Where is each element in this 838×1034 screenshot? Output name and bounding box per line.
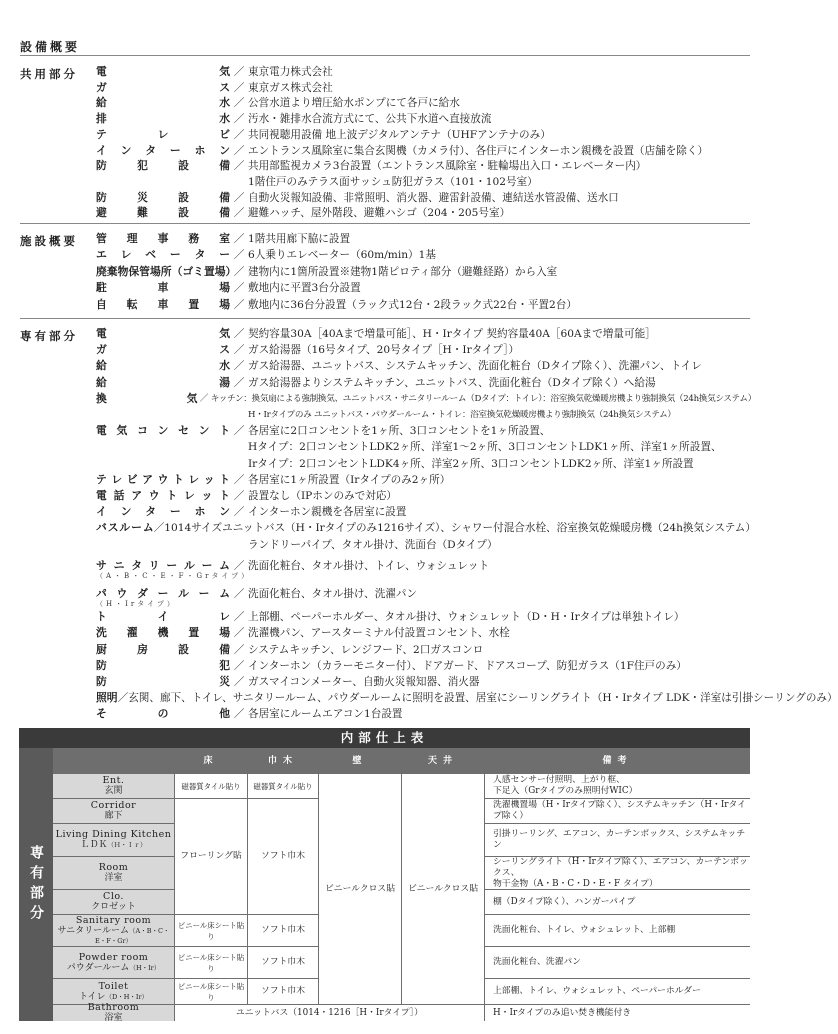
spec-sublabel: （A・B・C・E・F・Grタイプ） [96,571,252,580]
spec-label: テ レ ビ [96,127,230,141]
spec-label: 自 転 車 置 場 [96,297,230,311]
spec-row [96,625,756,641]
floor-cell: ユニットバス（1014・1216［H・Irタイプ］） [175,1005,484,1021]
spec-label: 照 明 [96,691,118,705]
spec-label: 換 気 [96,391,198,405]
spec-value: 洗面化粧台、タオル掛け、洗濯パン [248,588,418,600]
separator: ／ [233,233,245,245]
separator: ／ [233,113,245,126]
floor-cell: ビニール床シート貼り [175,915,247,946]
room-name-ja-text: 廊下 [104,811,123,821]
separator: ／ [233,282,245,295]
spec-label: パ ウ ダ ー ル ー ム [96,587,230,600]
spec-label: 避 難 設 備 [96,206,230,220]
spec-row [96,504,756,520]
separator: ／ [233,376,245,389]
spec-value: 東京ガス株式会社 [248,81,333,94]
page-title: 設備概要 [20,40,81,54]
separator: ／ [233,559,245,572]
spec-label: 防 災 [96,675,230,688]
room-label [53,947,174,978]
spec-label: 防 犯 設 備 [96,159,230,173]
spec-row [96,375,756,391]
separator: ／ [233,611,245,624]
note-cell [485,979,750,1004]
note-cell [485,774,750,798]
floor-cell: ビニール床シート貼り [175,947,247,978]
room-name-sub: （D・H・Ir） [105,992,149,1001]
separator: ／ [233,144,245,157]
room-label [53,1002,174,1023]
section-label-facility: 施設概要 [20,234,78,248]
spec-value: 洗面化粧台、タオル掛け、トイレ、ウォシュレット [248,559,490,572]
spec-value: 1階住戸のみテラス面サッシュ防犯ガラス（101・102号室） [248,175,538,188]
spec-label: 電 気 [96,65,230,78]
separator: ／ [233,490,245,502]
separator: ／ [233,160,245,173]
note-text: 洗面化粧台、洗濯パン [493,957,581,967]
room-name-sub: （A・B・C・E・F・Gr） [94,926,170,945]
section-label-private: 専有部分 [20,329,78,343]
separator: ／ [199,393,209,404]
note-cell [485,890,750,914]
note-cell [485,1005,750,1021]
spec-row [96,358,756,374]
spec-value: インターホン（カラーモニター付）、ドアガード、ドアスコープ、防犯ガラス（1F住戸のみ） [248,659,687,672]
spec-value: 敷地内に平置3台分設置 [248,282,361,295]
spec-value: ランドリーパイプ、タオル掛け、洗面台（Dタイプ） [248,538,498,551]
room-label [53,979,174,1004]
separator: ／ [233,328,245,340]
spec-value: 洗濯機パン、アースターミナル付設置コンセント、水栓 [248,627,510,640]
room-name-ja-text: クロゼット [91,902,136,912]
separator: ／ [233,344,245,357]
spec-value: 1014サイズユニットバス（H・Irタイプのみ1216サイズ）、シャワー付混合水栓、浴室換気乾燥暖房機（24h換気システム） [164,522,756,535]
spec-row [96,64,756,80]
spec-row [96,706,756,722]
header-floor: 床 [203,756,219,766]
spec-row [96,95,756,111]
header-wall: 壁 [352,756,368,766]
spec-value: 避難ハッチ、屋外階段、避難ハシゴ（204・205号室） [248,207,511,220]
baseboard-cell-merged: ソフト巾木 [248,799,318,914]
spec-label: イ ン タ ー ホ ン [96,143,230,157]
ceiling-cell-merged: ビニールクロス貼 [402,774,484,1004]
spec-value: 共同視聴用設備 地上波デジタルアンテナ（UHFアンテナのみ） [248,128,551,141]
spec-label: バ ス ル ー ム [96,521,154,535]
separator: ／ [233,360,245,373]
room-name-ja-text: 浴室 [104,1013,123,1023]
note-text: 引掛リーリング、エアコン、カーテンボックス、システムキッチン [493,829,746,850]
room-name-ja [67,963,161,973]
table-side-label: 専有部分 [19,748,53,1021]
spec-row [96,80,756,96]
separator: ／ [233,298,245,311]
spec-label: そ の 他 [96,707,230,721]
room-name-sub: （Ｈ・Ｉｒ） [107,841,147,849]
note-cell [485,947,750,978]
separator: ／ [233,249,245,262]
spec-row [96,190,756,206]
room-name-ja [53,926,174,946]
spec-value: H・Irタイプのみ ユニットバス・パウダールーム・トイレ：浴室換気乾燥暖房機より強制換気（24h換気システム） [248,410,676,420]
spec-row [96,658,756,674]
note-cell [485,857,750,889]
separator: ／ [233,191,245,204]
spec-value: インターホン親機を各居室に設置 [248,506,407,519]
room-name-ja-text: サニタリールーム [57,925,129,936]
spec-label: テ レ ビ ア ウ ト レ ッ ト [96,472,230,486]
room-name-ja-text: パウダールーム [66,962,130,973]
room-name-en: Bathroom [87,1002,140,1013]
separator: ／ [233,265,245,278]
spec-value: 設置なし（IPホンのみで対応） [248,490,398,502]
note-text: 洗面化粧台、トイレ、ウォシュレット、上部棚 [493,925,676,935]
spec-value: Hタイプ：2口コンセントLDK2ヶ所、洋室1〜2ヶ所、3口コンセントLDK1ヶ所、洋室1ヶ所設置、 [248,441,722,454]
spec-label: 防 災 設 備 [96,190,230,204]
spec-value: 各居室にルームエアコン1台設置 [248,708,403,721]
note-text: 物干金物（A・B・C・D・E・F タイプ） [493,878,658,889]
spec-value: 東京電力株式会社 [248,66,333,78]
note-text: シーリングライト（H・Irタイプ除く）、エアコン、カーテンボックス、 [493,856,748,878]
spec-row [96,297,756,313]
separator: ／ [117,692,129,705]
divider [20,318,750,319]
spec-label: 電 話 ア ウ ト レ ッ ト [96,489,230,502]
spec-label: サ ニ タ リ ー ル ー ム [96,558,230,572]
spec-row [96,280,756,296]
spec-label: 防 犯 [96,658,230,672]
separator: ／ [233,506,245,519]
spec-row [96,326,756,342]
separator: ／ [233,128,245,141]
room-name-en: Sanitary room [75,914,152,926]
divider [20,223,750,224]
room-name-sub: （H・Ir） [129,963,161,972]
spec-value: Irタイプ：2口コンセントLDK4ヶ所、洋室2ヶ所、3口コンセントLDK2ヶ所、洋室1ヶ所設置 [248,457,694,470]
separator: ／ [233,643,245,656]
separator: ／ [233,627,245,640]
spec-label: ガ ス [96,343,230,357]
spec-row [96,690,838,706]
spec-value: 契約容量30A［40Aまで増量可能］、H・Irタイプ 契約容量40A［60Aまで増量可能］ [248,328,656,340]
spec-value: 自動火災報知設備、非常照明、消火器、避雷針設備、連結送水管設備、送水口 [248,191,619,204]
spec-row [96,143,756,159]
separator: ／ [233,425,245,438]
room-label [53,799,174,823]
room-label [53,915,174,946]
spec-row [96,247,756,263]
room-label [53,824,174,856]
spec-row [96,520,756,536]
spec-row [248,174,758,190]
spec-row [96,127,756,143]
spec-label: エ レ ベ ー タ ー [96,248,230,262]
spec-label: 駐 車 場 [96,281,230,295]
room-name-ja [104,786,122,796]
spec-row [96,423,756,439]
spec-row [96,472,756,488]
spec-label: 電 気 コ ン セ ン ト [96,424,230,438]
room-name-ja [80,840,146,850]
note-cell [485,915,750,946]
spec-value: 上部棚、ペーパーホルダー、タオル掛け、ウォシュレット（D・H・Irタイプは単独トイレ） [248,611,685,624]
spec-value: 敷地内に36台分設置（ラック式12台・2段ラック式22台・平置2台） [248,298,577,311]
separator: ／ [233,97,245,110]
room-name-ja [79,992,148,1002]
spec-value: 各居室に1ヶ所設置（Irタイプのみ2ヶ所） [248,473,451,486]
spec-value: ガス給湯器（16号タイプ、20号タイプ［H・Irタイプ］） [248,344,520,357]
section-label-shared: 共用部分 [20,67,78,81]
spec-value: ガスマイコンメーター、自動火災報知器、消火器 [248,676,480,688]
spec-value: 建物内に1箇所設置※建物1階ピロティ部分（避難経路）から入室 [248,265,558,278]
separator: ／ [233,676,245,688]
spec-value: ガス給湯器よりシステムキッチン、ユニットバス、洗面化粧台（Dタイプ除く）へ給湯 [248,376,656,389]
room-name-en: Clo. [103,891,124,902]
spec-value: 6人乗りエレベーター（60m/min）1基 [248,249,436,262]
room-name-ja [91,902,136,912]
spec-row [248,439,758,455]
separator: ／ [233,708,245,721]
spec-label: ト イ レ [96,610,230,624]
divider [20,55,750,56]
table-title: 内部仕上表 [19,728,750,748]
baseboard-cell: ソフト巾木 [248,947,318,978]
spec-sublabel: （H・Irタイプ） [96,600,177,608]
separator: ／ [233,588,245,600]
spec-value: 1階共用廊下脇に設置 [248,233,351,245]
spec-row [96,488,756,504]
separator: ／ [153,522,165,535]
room-name-en: Room [98,862,129,873]
floor-cell: ビニール床シート貼り [175,979,247,1004]
header-notes: 備考 [602,756,633,766]
spec-value: 各居室に2口コンセントを1ヶ所、3口コンセントを1ヶ所設置、 [248,425,551,438]
room-name-en: Toilet [98,980,129,992]
spec-label: ガ ス [96,80,230,94]
note-cell [485,824,750,856]
spec-value: エントランス風除室に集合玄関機（カメラ付）、各住戸にインターホン親機を設置（店舗を除く） [248,144,709,157]
spec-row [96,158,756,174]
spec-row [96,342,756,358]
room-name-ja [104,1013,122,1023]
spec-label: イ ン タ ー ホ ン [96,505,230,519]
note-text: 下足入（Grタイプのみ照明付WIC） [493,786,638,796]
spec-row [96,111,756,127]
room-name-en: Powder room [78,951,149,963]
spec-value: 汚水・雑排水合流方式にて、公共下水道へ直接放流 [248,113,492,126]
room-label [53,857,174,889]
room-name-en: Living Dining Kitchen [55,829,172,840]
spec-row [248,407,758,423]
spec-row [96,391,756,407]
header-baseboard: 巾木 [267,756,298,766]
room-name-ja [104,873,122,883]
spec-row [96,609,756,625]
spec-label: 給 湯 [96,375,230,389]
spec-row [96,586,756,602]
floor-cell-merged: フローリング貼 [175,799,247,914]
room-label [53,774,174,798]
spec-label: 給 水 [96,359,230,373]
separator: ／ [233,207,245,220]
spec-value: 公営水道より増圧給水ポンプにて各戸に給水 [248,97,460,110]
note-text: 人感センサー付照明、上がり框、 [493,775,625,785]
note-text: H・Irタイプのみ追い焚き機能付き [493,1007,632,1018]
baseboard-cell: ソフト巾木 [248,979,318,1004]
spec-label: 排 水 [96,112,230,126]
separator: ／ [233,473,245,486]
spec-row [96,642,756,658]
note-cell [485,799,750,823]
note-text: 洗濯機置場（H・Irタイプ除く）、システムキッチン（H・Irタイプ除く） [493,800,746,821]
spec-row [96,674,756,690]
room-name-ja-text: トイレ [78,991,106,1002]
spec-row [96,231,756,247]
spec-label-text: 廃棄物保管場所（ゴミ置場） [96,264,237,278]
room-name-en: Corridor [90,800,137,811]
separator: ／ [233,66,245,78]
wall-cell-merged: ビニールクロス貼 [319,774,401,1004]
spec-label: 厨 房 設 備 [96,642,230,656]
baseboard-cell: 磁器質タイル貼り [248,774,318,798]
spec-label: 管 理 事 務 室 [96,232,230,245]
room-label [53,890,174,914]
spec-value: 共用部監視カメラ3台設置（エントランス風除室・駐輪場出入口・エレベーター内） [248,160,647,173]
spec-row [248,537,758,553]
room-name-ja [104,811,122,821]
header-ceiling: 天井 [427,756,458,766]
separator: ／ [233,81,245,94]
note-text: 棚（Dタイプ除く）、ハンガーパイプ [493,896,636,907]
spec-value: 玄関、廊下、トイレ、サニタリールーム、パウダールームに照明を設置、居室にシーリングライト（H・Irタイプ LDK・洋室は引掛シーリングのみ） [128,692,838,705]
spec-label: 給 水 [96,96,230,110]
baseboard-cell: ソフト巾木 [248,915,318,946]
floor-cell: 磁器質タイル貼り [175,774,247,798]
room-name-ja-text: ＬＤＫ [80,840,108,850]
spec-value: ガス給湯器、ユニットバス、システムキッチン、洗面化粧台（Dタイプ除く）、洗濯パン、トイレ [248,360,702,373]
spec-row [96,264,756,280]
spec-label: 洗 濯 機 置 場 [96,626,230,640]
note-text: 上部棚、トイレ、ウォシュレット、ペーパーホルダー [493,986,701,996]
spec-row [248,456,758,472]
spec-label: 電 気 [96,327,230,340]
spec-value: システムキッチン、レンジフード、2口ガスコンロ [248,643,484,656]
room-name-ja-text: 玄関 [104,786,123,796]
spec-label [96,264,237,280]
spec-value: キッチン：換気扇による強制換気、ユニットバス・サニタリールーム（Dタイプ：トイレ）：浴室換気乾燥暖房機より強制換気（24h換気システム） [210,393,756,404]
separator: ／ [233,659,245,672]
finish-table [19,728,750,1021]
room-name-en: Ent. [102,775,125,786]
spec-row [96,205,756,221]
room-name-ja-text: 洋室 [104,873,123,883]
